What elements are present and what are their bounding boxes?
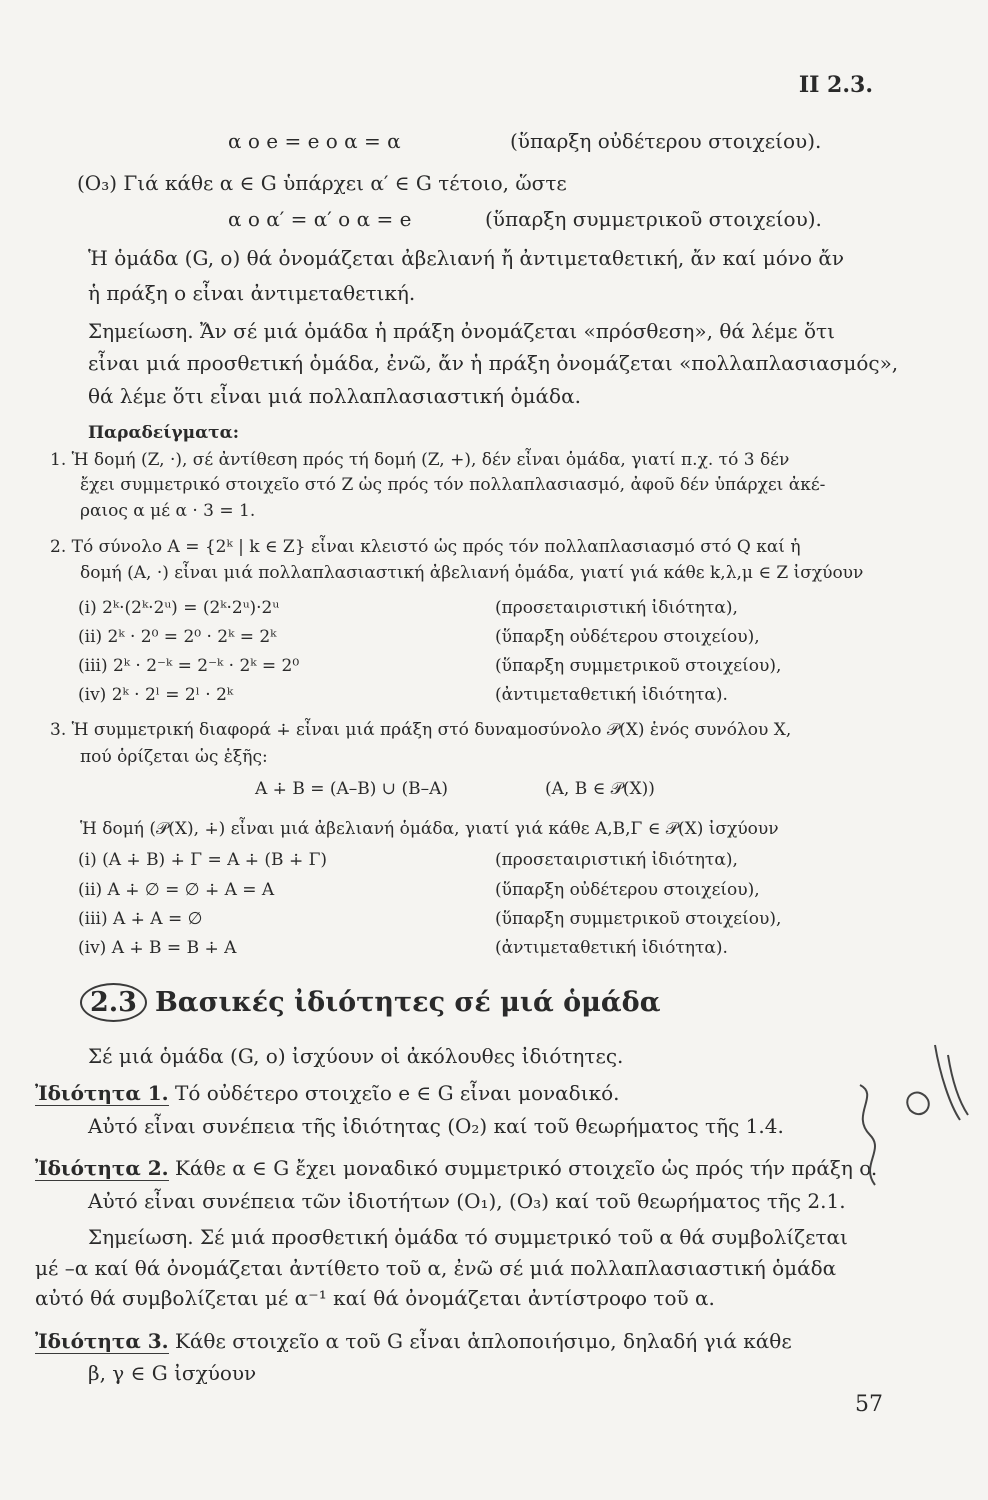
- section-header: II 2.3.: [798, 72, 873, 98]
- example3-formula-ii: (ii) A ∔ ∅ = ∅ ∔ A = A: [78, 880, 275, 900]
- property2-label: Ἰδιότητα 2.: [35, 1156, 169, 1180]
- property3-line2: β, γ ∈ G ἰσχύουν: [88, 1361, 257, 1385]
- example2-note-i: (προσεταιριστική ἰδιότητα),: [495, 598, 738, 618]
- note2-line2: μέ –α καί θά ὀνομάζεται ἀντίθετο τοῦ α, ἐνῶ σέ μιά πολλαπλασιαστική ὁμάδα: [35, 1256, 837, 1280]
- example3-note-i: (προσεταιριστική ἰδιότητα),: [495, 850, 738, 870]
- inverse-note: (ὕπαρξη συμμετρικοῦ στοιχείου).: [485, 207, 822, 231]
- example1-line1: 1. Ἡ δομή (Z, ·), σέ ἀντίθεση πρός τή δομή (Z, +), δέν εἶναι ὁμάδα, γιατί π.χ. τό 3 δέν: [50, 450, 790, 470]
- example3-line2: πού ὁρίζεται ὡς ἑξῆς:: [80, 747, 268, 767]
- property1: [35, 1080, 619, 1106]
- property3: [35, 1328, 792, 1354]
- symmetric-difference-domain: (A, B ∈ 𝒫(X)): [545, 779, 655, 799]
- example3-formula-i: (i) (A ∔ B) ∔ Γ = A ∔ (B ∔ Γ): [78, 850, 328, 870]
- property3-label: Ἰδιότητα 3.: [35, 1329, 169, 1353]
- section-title-text: Βασικές ἰδιότητες σέ μιά ὁμάδα: [154, 987, 661, 1018]
- identity-note: (ὕπαρξη οὐδέτερου στοιχείου).: [510, 129, 822, 153]
- property2-text: Κάθε α ∈ G ἔχει μοναδικό συμμετρικό στοιχεῖο ὡς πρός τήν πράξη o.: [174, 1156, 878, 1180]
- example3-note-iii: (ὕπαρξη συμμετρικοῦ στοιχείου),: [495, 909, 782, 929]
- example2-line1: 2. Τό σύνολο A = {2ᵏ | k ∈ Z} εἶναι κλειστό ὡς πρός τόν πολλαπλασιασμό στό Q καί ἡ: [50, 537, 801, 557]
- page-number: 57: [855, 1392, 883, 1417]
- section-title: [80, 983, 660, 1022]
- example3-line3: Ἡ δομή (𝒫(X), ∔) εἶναι μιά ἀβελιανή ὁμάδα, γιατί γιά κάθε A,B,Γ ∈ 𝒫(X) ἰσχύουν: [80, 819, 779, 839]
- note1-line2: εἶναι μιά προσθετική ὁμάδα, ἐνῶ, ἄν ἡ πράξη ὀνομάζεται «πολλαπλασιασμός»,: [88, 351, 899, 375]
- handwritten-margin-scribble: [840, 1035, 980, 1215]
- example3-formula-iv: (iv) A ∔ B = B ∔ A: [78, 938, 237, 958]
- note2-line3: αὐτό θά συμβολίζεται μέ α⁻¹ καί θά ὀνομάζεται ἀντίστροφο τοῦ α.: [35, 1286, 715, 1310]
- property2: [35, 1155, 877, 1181]
- abelian-definition-line2: ἡ πράξη o εἶναι ἀντιμεταθετική.: [88, 281, 416, 305]
- example3-line1: 3. Ἡ συμμετρική διαφορά ∔ εἶναι μιά πράξη στό δυναμοσύνολο 𝒫(X) ἑνός συνόλου X,: [50, 720, 792, 740]
- example2-formula-iv: (iv) 2ᵏ · 2ˡ = 2ˡ · 2ᵏ: [78, 685, 234, 705]
- symmetric-difference-definition: A ∔ B = (A–B) ∪ (B–A): [255, 779, 448, 799]
- inverse-equation: α ο α′ = α′ ο α = e: [228, 207, 412, 231]
- example2-note-iii: (ὕπαρξη συμμετρικοῦ στοιχείου),: [495, 656, 782, 676]
- abelian-definition-line1: Ἡ ὁμάδα (G, o) θά ὀνομάζεται ἀβελιανή ἤ ἀντιμεταθετική, ἄν καί μόνο ἄν: [88, 246, 845, 270]
- property3-text: Κάθε στοιχεῖο α τοῦ G εἶναι ἁπλοποιήσιμο, δηλαδή γιά κάθε: [174, 1329, 792, 1353]
- example3-note-iv: (ἀντιμεταθετική ἰδιότητα).: [495, 938, 728, 958]
- note1-line1: Σημείωση. Ἄν σέ μιά ὁμάδα ἡ πράξη ὀνομάζεται «πρόσθεση», θά λέμε ὅτι: [88, 319, 835, 343]
- property1-text: Τό οὐδέτερο στοιχεῖο e ∈ G εἶναι μοναδικό.: [174, 1081, 620, 1105]
- example3-formula-iii: (iii) A ∔ A = ∅: [78, 909, 203, 929]
- example1-line3: ραιος α μέ α · 3 = 1.: [80, 501, 256, 521]
- examples-heading: Παραδείγματα:: [88, 423, 239, 443]
- axiom-o3: (O₃) Γιά κάθε α ∈ G ὑπάρχει α′ ∈ G τέτοιο, ὥστε: [77, 171, 567, 195]
- identity-equation: α ο e = e ο α = α: [228, 129, 401, 153]
- property1-proof: Αὐτό εἶναι συνέπεια τῆς ἰδιότητας (O₂) καί τοῦ θεωρήματος τῆς 1.4.: [88, 1114, 784, 1138]
- example2-line2: δομή (A, ·) εἶναι μιά πολλαπλασιαστική ἀβελιανή ὁμάδα, γιατί γιά κάθε k,λ,μ ∈ Z ἰσχύουν: [80, 563, 864, 583]
- example2-formula-ii: (ii) 2ᵏ · 2⁰ = 2⁰ · 2ᵏ = 2ᵏ: [78, 627, 277, 647]
- note2-line1: Σημείωση. Σέ μιά προσθετική ὁμάδα τό συμμετρικό τοῦ α θά συμβολίζεται: [88, 1225, 848, 1249]
- note1-line3: θά λέμε ὅτι εἶναι μιά πολλαπλασιαστική ὁμάδα.: [88, 384, 581, 408]
- property1-label: Ἰδιότητα 1.: [35, 1081, 169, 1105]
- section-intro: Σέ μιά ὁμάδα (G, o) ἰσχύουν οἱ ἀκόλουθες ἰδιότητες.: [88, 1044, 624, 1068]
- example2-note-iv: (ἀντιμεταθετική ἰδιότητα).: [495, 685, 728, 705]
- example1-line2: ἔχει συμμετρικό στοιχεῖο στό Z ὡς πρός τόν πολλαπλασιασμό, ἀφοῦ δέν ὑπάρχει ἀκέ-: [80, 475, 826, 495]
- example2-formula-iii: (iii) 2ᵏ · 2⁻ᵏ = 2⁻ᵏ · 2ᵏ = 2⁰: [78, 656, 300, 676]
- property2-proof: Αὐτό εἶναι συνέπεια τῶν ἰδιοτήτων (O₁), (O₃) καί τοῦ θεωρήματος τῆς 2.1.: [88, 1189, 846, 1213]
- example3-note-ii: (ὕπαρξη οὐδέτερου στοιχείου),: [495, 880, 760, 900]
- example2-formula-i: (i) 2ᵏ·(2ᵏ·2ᵘ) = (2ᵏ·2ᵘ)·2ᵘ: [78, 598, 280, 618]
- section-number-badge: 2.3: [80, 983, 147, 1022]
- example2-note-ii: (ὕπαρξη οὐδέτερου στοιχείου),: [495, 627, 760, 647]
